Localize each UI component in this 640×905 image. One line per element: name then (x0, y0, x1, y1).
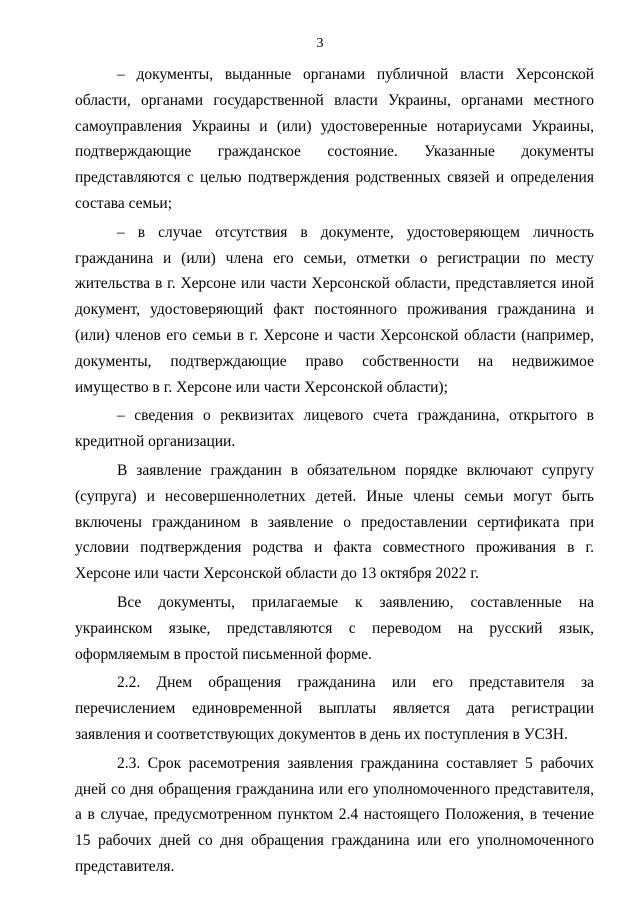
paragraph-residence-proof: – в случае отсутствия в документе, удостоверяющем личность гражданина и (или) члена его семьи, отметки о регистрации по месту жительства в г. Херсоне или части Херсонской области, представляется иной документ, удостоверяющий факт постоянного проживания гражданина и (или) членов его семьи в г. Херсоне и части Херсонской области (например, документы, подтверждающие право собственности на недвижимое имущество в г. Херсоне или части Херсонской области); (75, 223, 594, 396)
paragraph-bank-account: – сведения о реквизитах лицевого счета гражданина, открытого в кредитной организации. (75, 407, 594, 451)
document-body (75, 62, 594, 880)
paragraph-documents-list: – документы, выданные органами публичной власти Херсонской области, органами государственной власти Украины, органами местного самоуправления Украины и (или) удостоверенные нотариусами Украины, подтверждающие гражданское состояние. Указанные документы представляются с целью подтверждения родственных связей и определения состава семьи; (75, 66, 594, 212)
paragraph-2-3: 2.3. Срок расемотрения заявления гражданина составляет 5 рабочих дней со дня обращения гражданина или его уполномоченного представителя, а в случае, предусмотренном пунктом 2.4 настоящего Положения, в течение 15 рабочих дней со дня обращения гражданина или его уполномоченного представителя. (75, 754, 594, 875)
paragraph-translation: Все документы, прилагаемые к заявлению, составленные на украинском языке, представляются с переводом на русский язык, оформляемым в простой письменной форме. (75, 593, 594, 663)
paragraph-2-2: 2.2. Днем обращения гражданина или его представителя за перечислением единовременной выплаты является дата регистрации заявления и соответствующих документов в день их поступления в УСЗН. (75, 674, 594, 743)
paragraph-family-members: В заявление гражданин в обязательном порядке включают супругу (супруга) и несовершеннолетних детей. Иные члены семьи могут быть включены гражданином в заявление о предоставлении сертификата при условии подтверждения родства и факта совместного проживания в г. Херсоне или части Херсонской области до 13 октября 2022 г. (75, 461, 594, 583)
page-number: 3 (316, 36, 324, 51)
